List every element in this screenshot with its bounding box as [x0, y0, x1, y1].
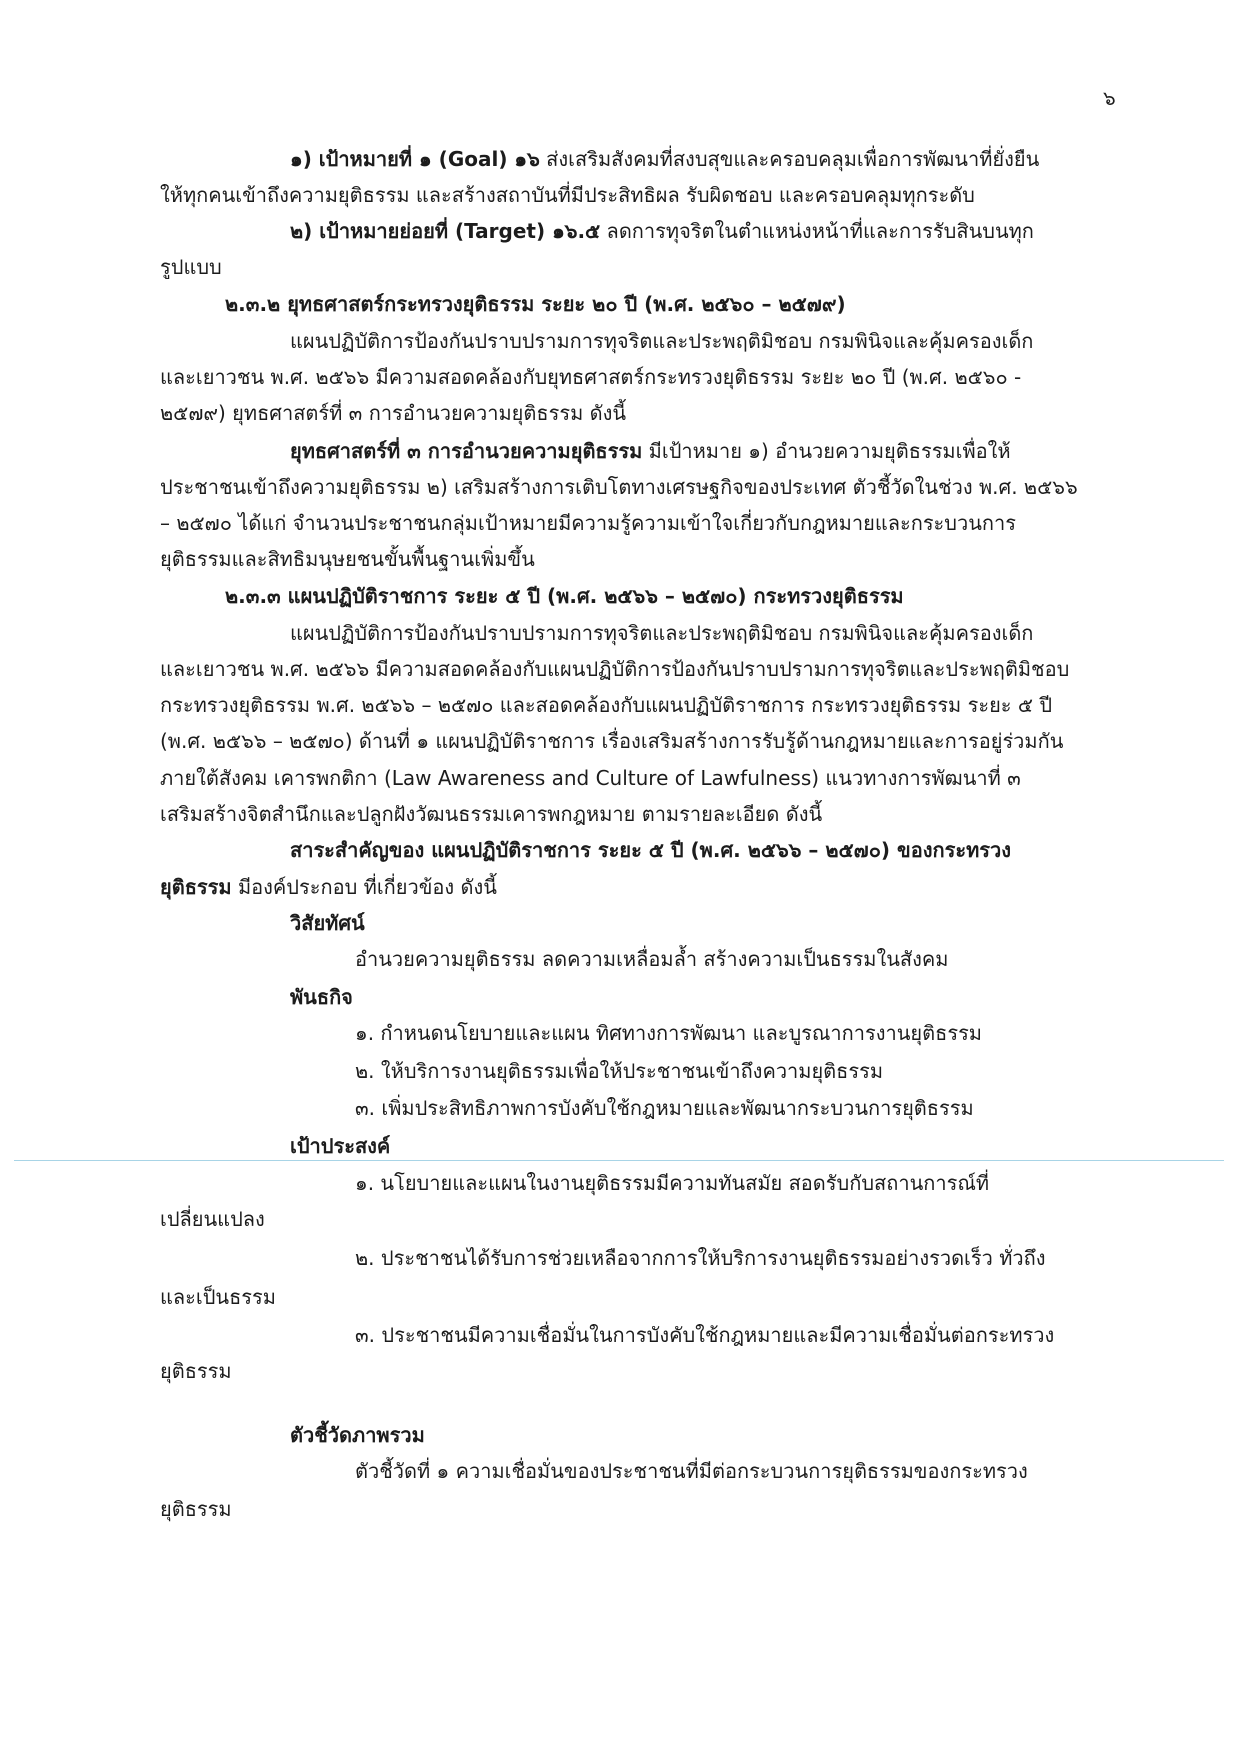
- body-text: อำนวยความยุติธรรม ลดความเหลื่อมล้ำ สร้างความเป็นธรรมในสังคม: [355, 947, 949, 971]
- text-line: [290, 144, 1039, 176]
- bold-heading-text: วิสัยทัศน์: [290, 911, 365, 935]
- bold-heading-text: ตัวชี้วัดภาพรวม: [290, 1423, 425, 1447]
- text-line: [290, 1131, 390, 1163]
- body-text: ประชาชนเข้าถึงความยุติธรรม ๒) เสริมสร้างการเติบโตทางเศรษฐกิจของประเทศ ตัวชี้วัดในช่วง พ.ศ. ๒๕๖๖: [160, 475, 1078, 499]
- body-text: ลดการทุจริตในตำแหน่งหน้าที่และการรับสินบนทุก: [600, 219, 1034, 243]
- text-line: [355, 1320, 1054, 1352]
- body-text: และเยาวชน พ.ศ. ๒๕๖๖ มีความสอดคล้องกับแผนปฏิบัติการป้องกันปราบปรามการทุจริตและประพฤติมิชอบ: [160, 657, 1070, 681]
- bold-heading-text: ๒.๓.๒ ยุทธศาสตร์กระทรวงยุติธรรม ระยะ ๒๐ ปี (พ.ศ. ๒๕๖๐ – ๒๕๗๙): [225, 292, 846, 316]
- text-line: [355, 1093, 974, 1125]
- text-line: [160, 872, 497, 904]
- body-text: ภายใต้สังคม เคารพกติกา (Law Awareness and Culture of Lawfulness) แนวทางการพัฒนาที่ ๓: [160, 766, 1021, 790]
- body-text: ตัวชี้วัดที่ ๑ ความเชื่อมั่นของประชาชนที่มีต่อกระบวนการยุติธรรมของกระทรวง: [355, 1459, 1028, 1483]
- page-number: ๖: [1103, 86, 1116, 110]
- text-line: [290, 326, 1033, 358]
- text-line: [160, 544, 535, 576]
- text-line: [160, 472, 1078, 504]
- text-line: [160, 180, 975, 212]
- text-line: [160, 508, 1016, 540]
- body-text: มีเป้าหมาย ๑) อำนวยความยุติธรรมเพื่อให้: [642, 439, 1011, 463]
- body-text: ยุติธรรมและสิทธิมนุษยชนขั้นพื้นฐานเพิ่มขึ้น: [160, 547, 535, 571]
- body-text: ๑. กำหนดนโยบายและแผน ทิศทางการพัฒนา และบูรณาการงานยุติธรรม: [355, 1021, 982, 1045]
- body-text: กระทรวงยุติธรรม พ.ศ. ๒๕๖๖ – ๒๕๗๐ และสอดคล้องกับแผนปฏิบัติราชการ กระทรวงยุติธรรม ระยะ ๕ ปี: [160, 693, 1053, 717]
- bold-heading-text: ยุทธศาสตร์ที่ ๓ การอำนวยความยุติธรรม: [290, 439, 643, 463]
- body-text: – ๒๕๗๐ ได้แก่ จำนวนประชาชนกลุ่มเป้าหมายมีความรู้ความเข้าใจเกี่ยวกับกฎหมายและกระบวนการ: [160, 511, 1016, 535]
- body-text: ๒. ให้บริการงานยุติธรรมเพื่อให้ประชาชนเข้าถึงความยุติธรรม: [355, 1059, 884, 1083]
- text-line: [225, 581, 904, 613]
- body-text: ส่งเสริมสังคมที่สงบสุขและครอบคลุมเพื่อการพัฒนาที่ยั่งยืน: [539, 147, 1040, 171]
- text-line: [290, 982, 353, 1014]
- body-text: แผนปฏิบัติการป้องกันปราบปรามการทุจริตและประพฤติมิชอบ กรมพินิจและคุ้มครองเด็ก: [290, 329, 1034, 353]
- body-text: ให้ทุกคนเข้าถึงความยุติธรรม และสร้างสถาบันที่มีประสิทธิผล รับผิดชอบ และครอบคลุมทุกระดับ: [160, 183, 975, 207]
- text-line: [355, 1018, 982, 1050]
- bold-heading-text: ๑) เป้าหมายที่ ๑ (Goal) ๑๖: [290, 147, 540, 171]
- text-line: [160, 398, 626, 430]
- body-text: และเยาวชน พ.ศ. ๒๕๖๖ มีความสอดคล้องกับยุทธศาสตร์กระทรวงยุติธรรม ระยะ ๒๐ ปี (พ.ศ. ๒๕๖๐ -: [160, 365, 1022, 389]
- body-text: และเป็นธรรม: [160, 1285, 276, 1309]
- body-text: ๒๕๗๙) ยุทธศาสตร์ที่ ๓ การอำนวยความยุติธรรม ดังนี้: [160, 401, 627, 425]
- body-text: มีองค์ประกอบ ที่เกี่ยวข้อง ดังนี้: [231, 875, 497, 899]
- text-line: [160, 690, 1052, 722]
- text-line: [160, 1282, 276, 1314]
- text-line: [355, 1243, 1046, 1275]
- text-line: [160, 362, 1021, 394]
- body-text: เสริมสร้างจิตสำนึกและปลูกฝังวัฒนธรรมเคารพกฎหมาย ตามรายละเอียด ดังนี้: [160, 802, 823, 826]
- text-line: [160, 726, 1063, 758]
- body-text: ๒. ประชาชนได้รับการช่วยเหลือจากการให้บริการงานยุติธรรมอย่างรวดเร็ว ทั่วถึง: [355, 1246, 1046, 1270]
- text-line: [225, 289, 846, 321]
- bold-heading-text: ๒) เป้าหมายย่อยที่ (Target) ๑๖.๕: [290, 219, 601, 243]
- text-line: [290, 618, 1033, 650]
- bold-heading-text: เป้าประสงค์: [290, 1134, 391, 1158]
- body-text: (พ.ศ. ๒๕๖๖ – ๒๕๗๐) ด้านที่ ๑ แผนปฏิบัติราชการ เรื่องเสริมสร้างการรับรู้ด้านกฎหมายและการอยู่ร่วมกัน: [160, 729, 1064, 753]
- text-line: [290, 216, 1034, 248]
- text-line: [160, 1494, 232, 1526]
- body-text: ยุติธรรม: [160, 1497, 232, 1521]
- text-line: [290, 1420, 425, 1452]
- body-text: เปลี่ยนแปลง: [160, 1207, 265, 1231]
- bold-heading-text: สาระสำคัญของ แผนปฏิบัติราชการ ระยะ ๕ ปี (พ.ศ. ๒๕๖๖ – ๒๕๗๐) ของกระทรวง: [290, 838, 1011, 862]
- body-text: ๓. เพิ่มประสิทธิภาพการบังคับใช้กฎหมายและพัฒนากระบวนการยุติธรรม: [355, 1096, 974, 1120]
- body-text: ๓. ประชาชนมีความเชื่อมั่นในการบังคับใช้กฎหมายและมีความเชื่อมั่นต่อกระทรวง: [355, 1323, 1055, 1347]
- text-line: [355, 1456, 1028, 1488]
- text-line: [290, 835, 1011, 867]
- text-line: [290, 908, 365, 940]
- text-line: [290, 436, 1011, 468]
- text-line: [355, 1168, 989, 1200]
- text-line: [355, 944, 948, 976]
- text-line: [160, 1356, 232, 1388]
- scan-artifact-line: [14, 1160, 1224, 1161]
- body-text: ยุติธรรม: [160, 1359, 232, 1383]
- text-line: [160, 799, 822, 831]
- bold-heading-text: พันธกิจ: [290, 985, 353, 1009]
- body-text: รูปแบบ: [160, 255, 222, 279]
- body-text: แผนปฏิบัติการป้องกันปราบปรามการทุจริตและประพฤติมิชอบ กรมพินิจและคุ้มครองเด็ก: [290, 621, 1034, 645]
- text-line: [355, 1056, 883, 1088]
- bold-heading-text: ยุติธรรม: [160, 875, 232, 899]
- text-line: [160, 654, 1069, 686]
- text-line: [160, 763, 1021, 795]
- bold-heading-text: ๒.๓.๓ แผนปฏิบัติราชการ ระยะ ๕ ปี (พ.ศ. ๒๕๖๖ – ๒๕๗๐) กระทรวงยุติธรรม: [225, 584, 904, 608]
- body-text: ๑. นโยบายและแผนในงานยุติธรรมมีความทันสมัย สอดรับกับสถานการณ์ที่: [355, 1171, 990, 1195]
- text-line: [160, 1204, 265, 1236]
- text-line: [160, 252, 222, 284]
